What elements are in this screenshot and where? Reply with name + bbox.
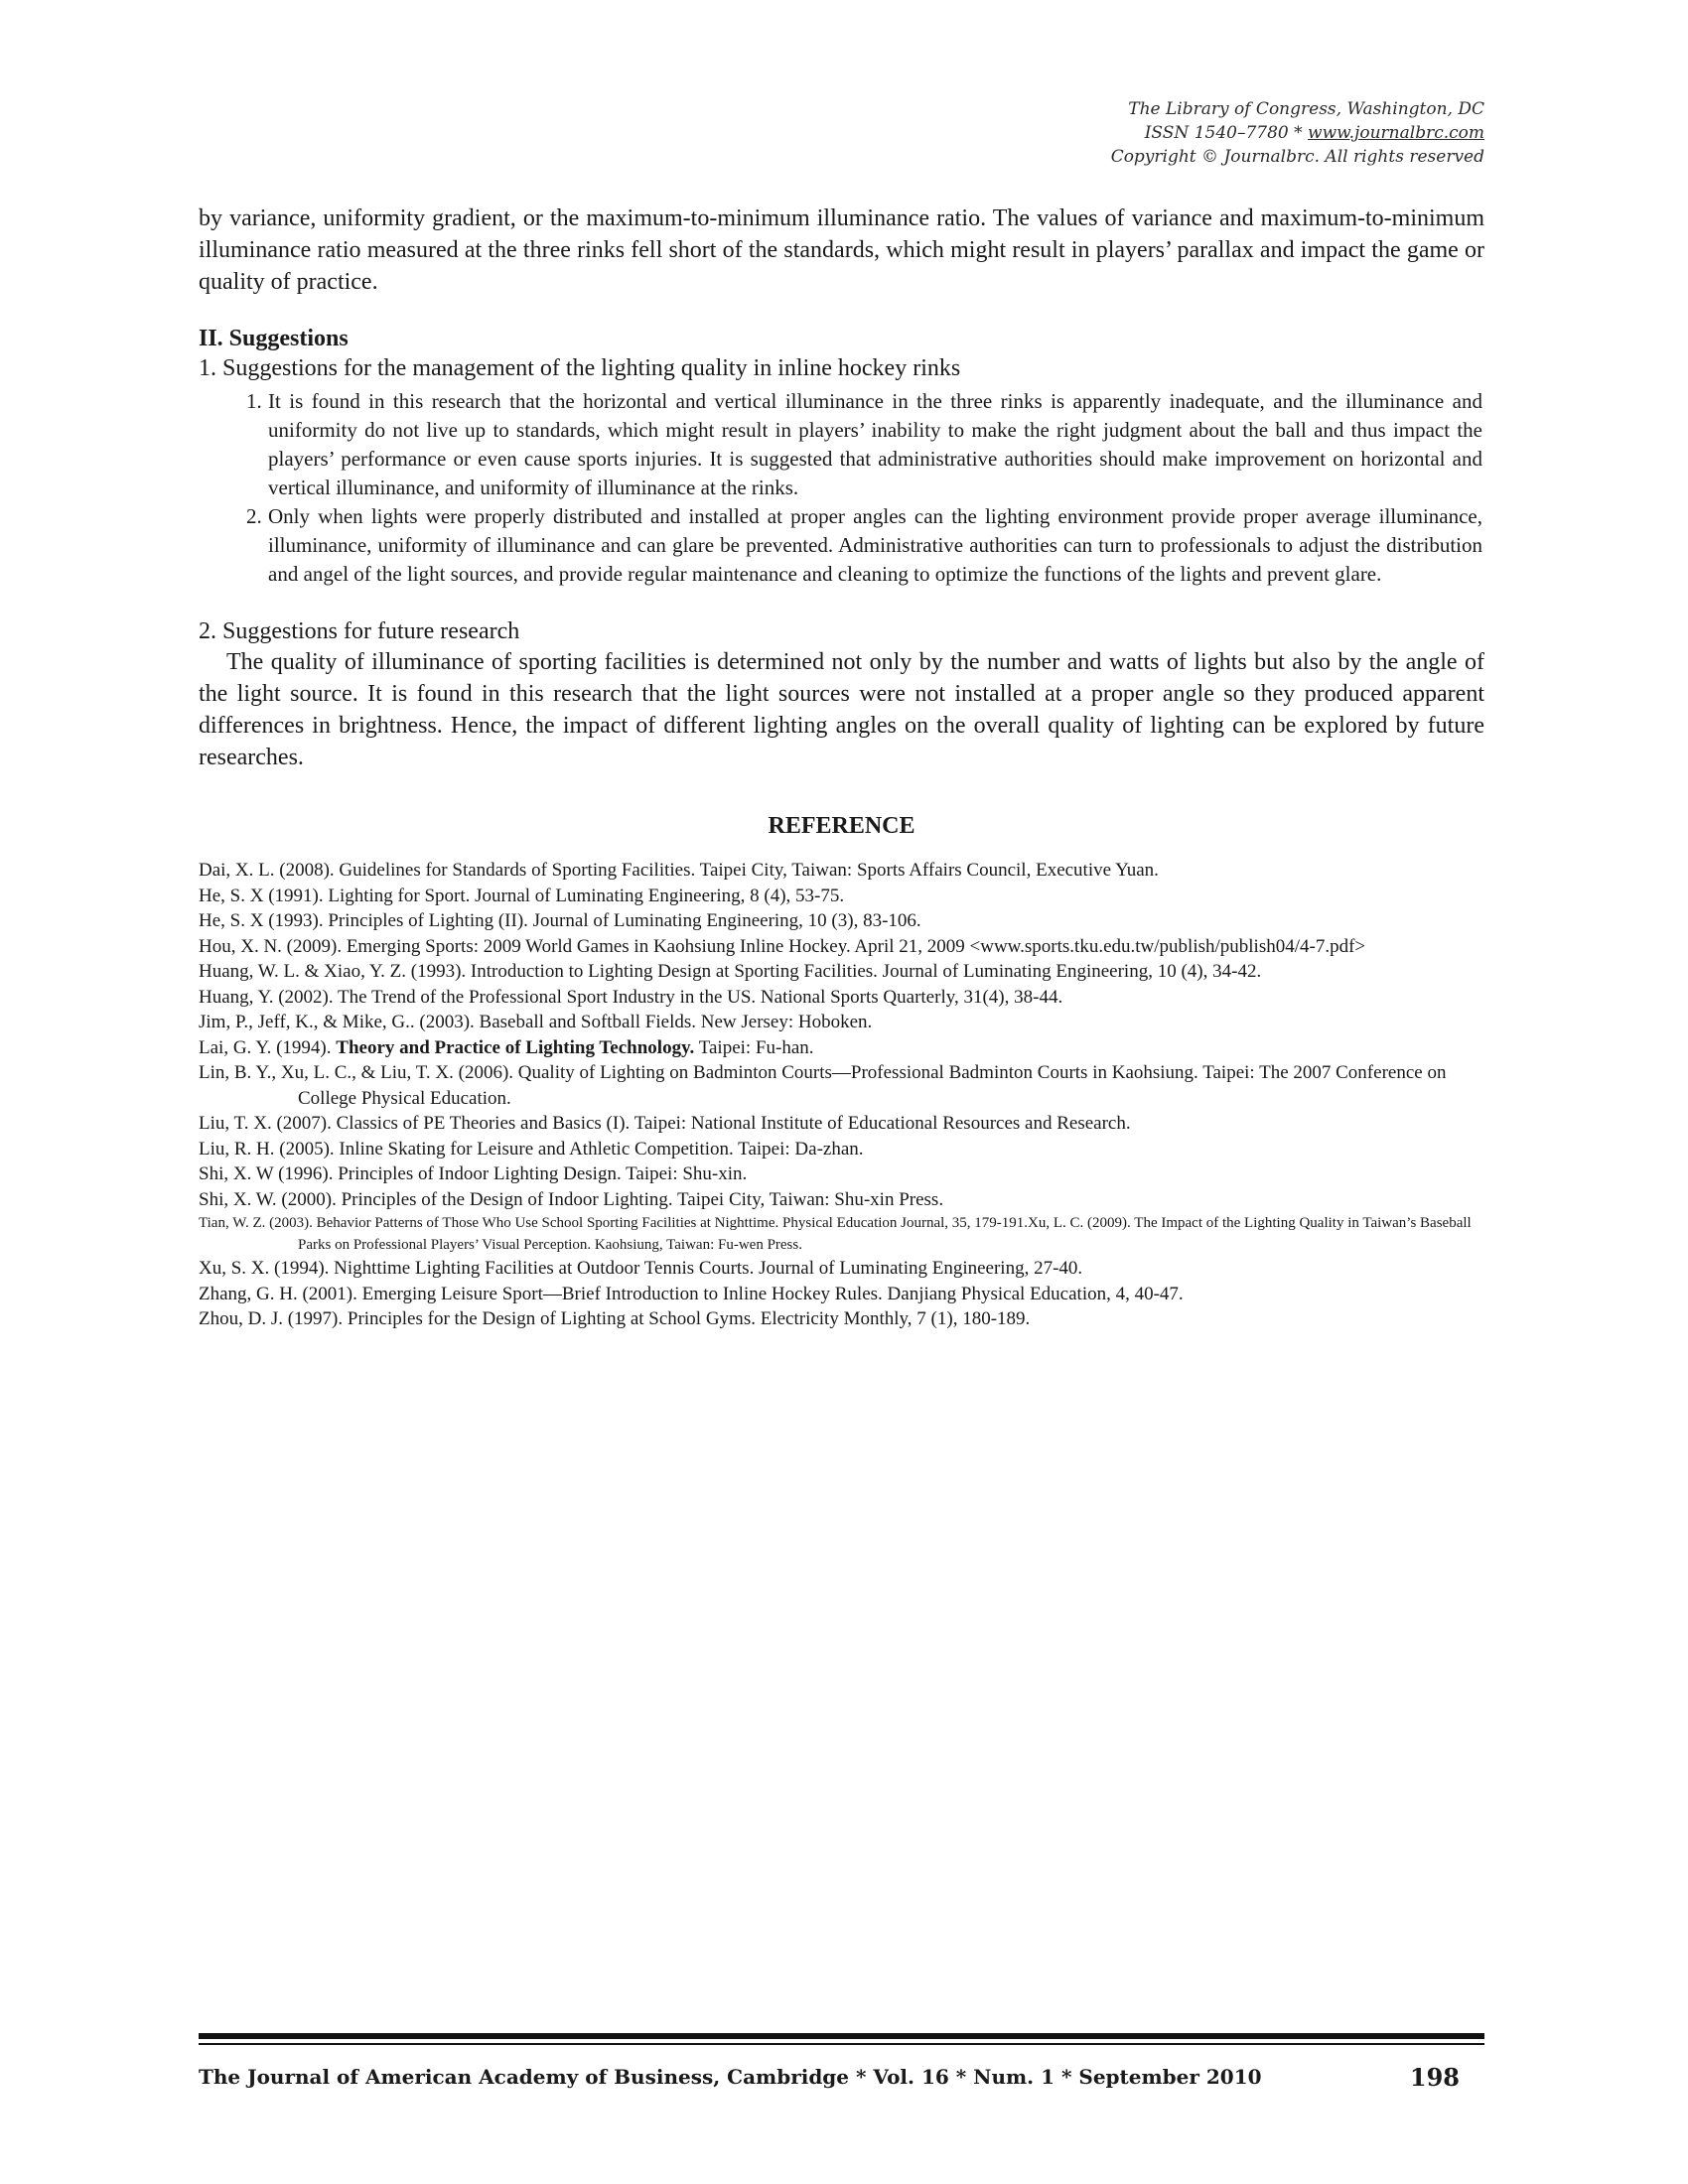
reference-item: He, S. X (1993). Principles of Lighting (II). Journal of Luminating Engineering, 10 (3), 83-106.	[199, 910, 921, 931]
reference-item: He, S. X (1991). Lighting for Sport. Journal of Luminating Engineering, 8 (4), 53-75.	[199, 885, 845, 906]
reference-item: Dai, X. L. (2008). Guidelines for Standards of Sporting Facilities. Taipei City, Taiwan: Sports Affairs Council, Executive Yuan.	[199, 860, 1159, 881]
suggestion-text: It is found in this research that the horizontal and vertical illuminance in the three rinks is apparently inadequate, and the illuminance and uniformity do not live up to standards, which might result in players’ inability to make the right judgment about the ball and thus impact the players’ performance or even cause sports injuries. It is suggested that administrative authorities should make improvement on horizontal and vertical illuminance, and uniformity of illuminance at the rinks.	[268, 389, 1482, 499]
reference-item	[199, 1035, 1484, 1061]
header-issn-line	[1111, 121, 1484, 145]
suggestion-item	[199, 502, 1484, 589]
section-heading: II. Suggestions	[199, 326, 349, 351]
header-issn: ISSN 1540–7780 *	[1144, 123, 1309, 143]
page-number: 198	[1409, 2063, 1460, 2092]
running-footer	[199, 2063, 1484, 2092]
reference-heading: REFERENCE	[768, 813, 915, 839]
reference-item: Zhou, D. J. (1997). Principles for the Design of Lighting at School Gyms. Electricity Monthly, 7 (1), 180-189.	[199, 1308, 1031, 1329]
journal-website-link[interactable]: www.journalbrc.com	[1308, 123, 1484, 143]
reference-item: Tian, W. Z. (2003). Behavior Patterns of Those Who Use School Sporting Facilities at Nighttime. Physical Education Journal, 35, 179-191.Xu, L. C. (2009). The Impact of the Lighting Quality in Taiwan’s Baseball Parks on Professional Players’ Visual Perception. Kaohsiung, Taiwan: Fu-wen Press.	[199, 1215, 1472, 1253]
reference-item: Liu, R. H. (2005). Inline Skating for Leisure and Athletic Competition. Taipei: Da-zhan.	[199, 1138, 864, 1160]
page-body	[199, 203, 1484, 1332]
reference-publisher: Taipei: Fu-han.	[694, 1036, 814, 1058]
header-copyright-line: Copyright © Journalbrc. All rights reserved	[1110, 147, 1484, 167]
reference-list	[199, 858, 1484, 1332]
reference-item: Huang, Y. (2002). The Trend of the Professional Sport Industry in the US. National Sports Quarterly, 31(4), 38-44.	[199, 986, 1063, 1008]
suggestion-item	[199, 387, 1484, 502]
footer-journal-citation: The Journal of American Academy of Business, Cambridge * Vol. 16 * Num. 1 * September 2010	[199, 2065, 1262, 2089]
future-research-paragraph: The quality of illuminance of sporting facilities is determined not only by the number and watts of lights but also by the angle of the light source. It is found in this research that the light sources were not installed at a proper angle so they produced apparent differences in brightness. Hence, the impact of different lighting angles on the overall quality of lighting can be explored by future researches.	[199, 649, 1484, 770]
header-library-line: The Library of Congress, Washington, DC	[1128, 99, 1484, 119]
reference-item: Huang, W. L. & Xiao, Y. Z. (1993). Introduction to Lighting Design at Sporting Facilities. Journal of Luminating Engineering, 10 (4), 34-42.	[199, 961, 1262, 982]
reference-item: Zhang, G. H. (2001). Emerging Leisure Sport—Brief Introduction to Inline Hockey Rules. Danjiang Physical Education, 4, 40-47.	[199, 1283, 1184, 1304]
reference-item: Shi, X. W. (2000). Principles of the Design of Indoor Lighting. Taipei City, Taiwan: Shu-xin Press.	[199, 1188, 944, 1210]
reference-item: Jim, P., Jeff, K., & Mike, G.. (2003). Baseball and Softball Fields. New Jersey: Hoboken.	[199, 1012, 873, 1032]
reference-item: Hou, X. N. (2009). Emerging Sports: 2009 World Games in Kaohsiung Inline Hockey. April 21, 2009 <www.sports.tku.edu.tw/publish/publish04/4-7.pdf>	[199, 935, 1366, 957]
suggestion-number: 1.	[246, 389, 262, 413]
intro-paragraph: by variance, uniformity gradient, or the maximum-to-minimum illuminance ratio. The values of variance and maximum-to-minimum illuminance ratio measured at the three rinks fell short of the standards, which might result in players’ parallax and impact the game or quality of practice.	[199, 205, 1484, 295]
suggestion-number: 2.	[246, 504, 262, 528]
subsection-title: 1. Suggestions for the management of the lighting quality in inline hockey rinks	[199, 355, 961, 381]
reference-author: Lai, G. Y. (1994).	[199, 1036, 337, 1058]
reference-item: Liu, T. X. (2007). Classics of PE Theories and Basics (I). Taipei: National Institute of Educational Resources and Research.	[199, 1113, 1131, 1134]
reference-item: Lin, B. Y., Xu, L. C., & Liu, T. X. (2006). Quality of Lighting on Badminton Courts—Professional Badminton Courts in Kaohsiung. Taipei: The 2007 Conference on College Physical Education.	[199, 1062, 1447, 1109]
subsection-title: 2. Suggestions for future research	[199, 618, 520, 644]
reference-item: Xu, S. X. (1994). Nighttime Lighting Facilities at Outdoor Tennis Courts. Journal of Luminating Engineering, 27-40.	[199, 1258, 1083, 1279]
reference-book-title: Theory and Practice of Lighting Technology.	[336, 1036, 695, 1058]
suggestion-text: Only when lights were properly distributed and installed at proper angles can the lighting environment provide proper average illuminance, illuminance, uniformity of illuminance and can glare be prevented. Administrative authorities can turn to professionals to adjust the distribution and angel of the light sources, and provide regular maintenance and cleaning to optimize the functions of the lights and prevent glare.	[268, 504, 1482, 586]
running-header	[1111, 97, 1484, 169]
suggestion-list	[199, 387, 1484, 589]
reference-item: Shi, X. W (1996). Principles of Indoor Lighting Design. Taipei: Shu-xin.	[199, 1163, 748, 1184]
footer-divider	[199, 2033, 1484, 2045]
